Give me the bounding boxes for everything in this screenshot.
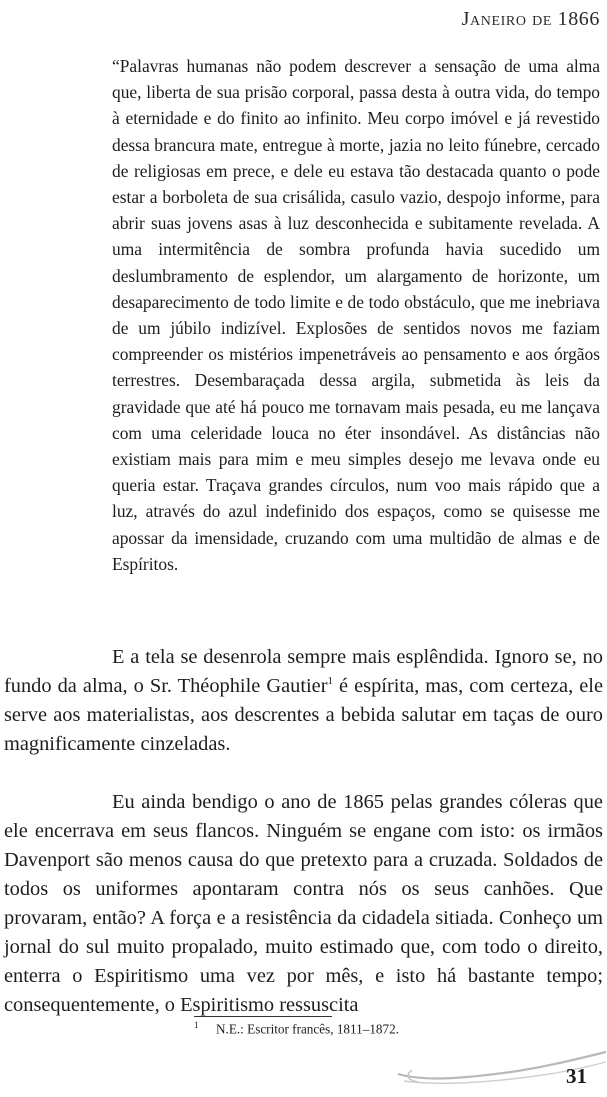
paragraph-1-text-b: é espírita, mas, com certeza, ele serve aos materialistas, aos descrentes a bebida salutar em taças de ouro magnificamente cinzeladas. bbox=[4, 675, 603, 755]
paragraph-1-text-a: E a tela se desenrola sempre mais esplêndida. Ignoro se, no fundo da alma, o Sr. Théophile Gautier bbox=[4, 646, 603, 697]
footnote-number: 1 bbox=[194, 1020, 199, 1030]
running-header: Janeiro de 1866 bbox=[461, 8, 600, 30]
main-text bbox=[4, 643, 603, 1049]
footnote-text: N.E.: Escritor francês, 1811–1872. bbox=[216, 1021, 399, 1037]
page-number: 31 bbox=[566, 1064, 587, 1088]
footnote bbox=[194, 1020, 574, 1037]
paragraph-1 bbox=[4, 643, 603, 759]
paragraph-2: Eu ainda bendigo o ano de 1865 pelas grandes cóleras que ele encerrava em seus flancos. Ninguém se engane com isto: os irmãos Davenport são menos causa do que pretexto para a cruzada. Soldados de todos os uniformes apontaram contra nós os seus canhões. Que provaram, então? A força e a resistência da cidadela sitiada. Conheço um jornal do sul muito propalado, muito estimado que, com todo o direito, enterra o Espiritismo uma vez por mês, e isto há bastante tempo; consequentemente, o Espiritismo ressuscita bbox=[4, 791, 603, 1016]
footnote-divider bbox=[194, 1016, 332, 1017]
footnote-reference: 1 bbox=[327, 675, 333, 688]
block-quote: “Palavras humanas não podem descrever a sensação de uma alma que, liberta de sua prisão corporal, passa desta à outra vida, do tempo à eternidade e do finito ao infinito. Meu corpo imóvel e já revestido dessa brancura mate, entregue à morte, jazia no leito fúnebre, cercado de religiosas em prece, e dele eu estava tão destacada quanto o pode estar a borboleta de sua crisálida, casulo vazio, despojo informe, para abrir suas jovens asas à luz desconhecida e subitamente revelada. A uma intermitência de sombra profunda havia sucedido um deslumbramento de esplendor, um alargamento de horizonte, um desaparecimento de todo limite e de todo obstáculo, que me inebriava de um júbilo indizível. Explosões de sentidos novos me faziam compreender os mistérios impenetráveis ao pensamento e aos órgãos terrestres. Desembaraçada dessa argila, submetida às leis da gravidade que até há pouco me tornavam mais pesada, eu me lançava com uma celeridade louca no éter insondável. As distâncias não existiam mais para mim e meu simples desejo me levava onde eu queria estar. Traçava grandes círculos, num voo mais rápido que a luz, através do azul indefinido dos espaços, como se quisesse me apossar da imensidade, cruzando com uma multidão de almas e de Espíritos. bbox=[112, 56, 600, 574]
